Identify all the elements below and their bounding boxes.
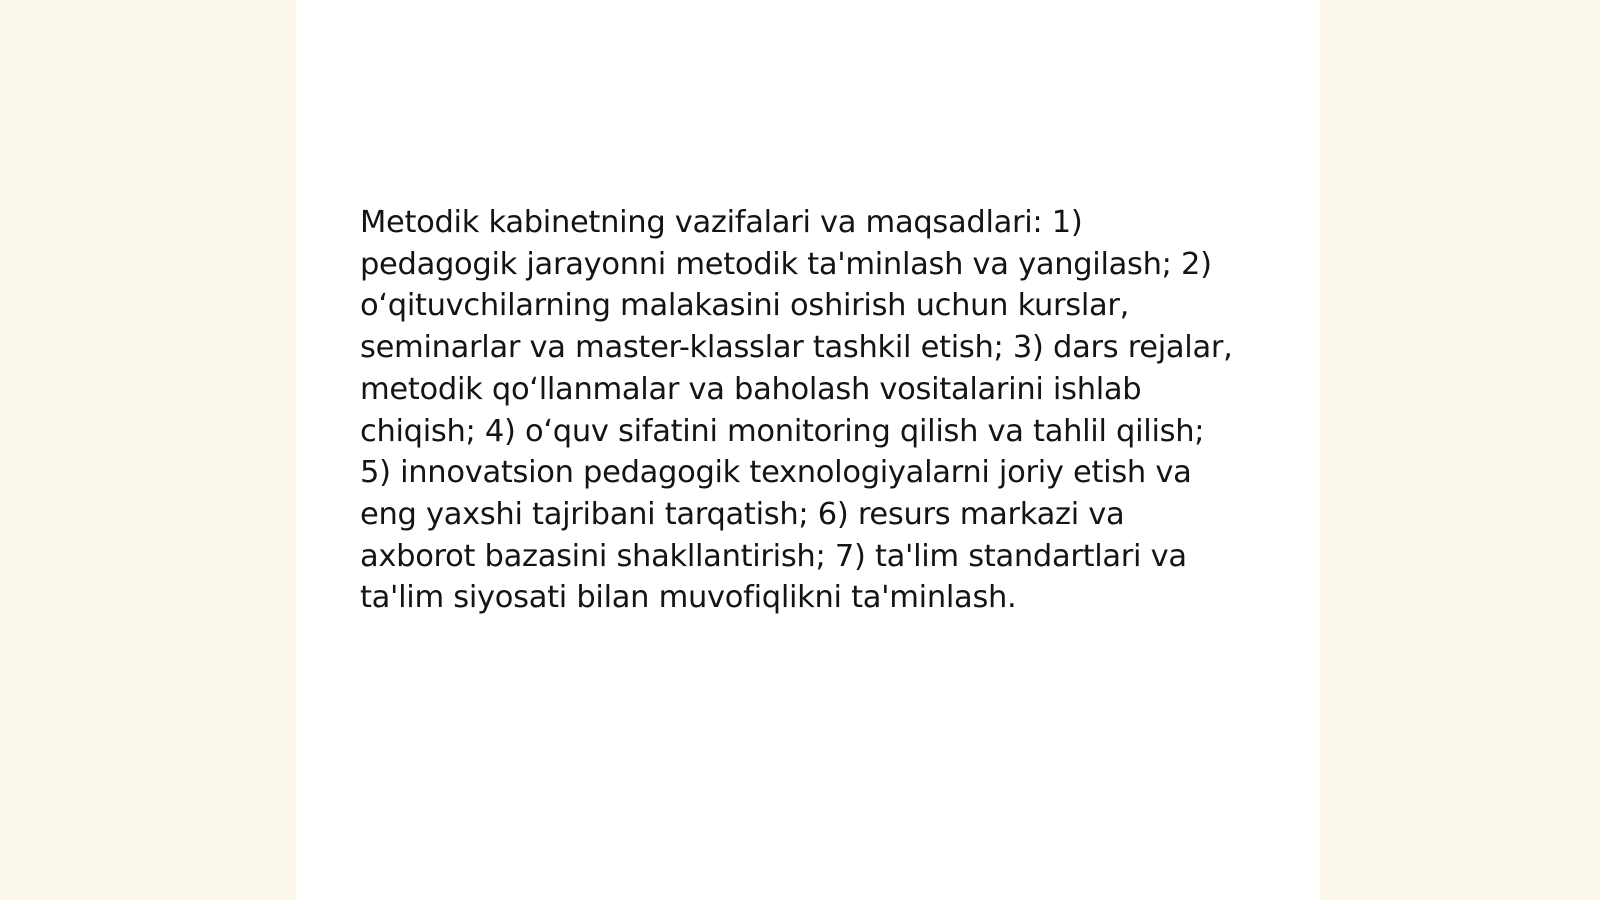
slide-body-text: Metodik kabinetning vazifalari va maqsadlari: 1) pedagogik jarayonni metodik ta'minlash va yangilash; 2) o‘qituvchilarning malakasini oshirish uchun kurslar, seminarlar va master-klasslar tashkil etish; 3) dars rejalar, metodik qo‘llanmalar va baholash vositalarini ishlab chiqish; 4) o‘quv sifatini monitoring qilish va tahlil qilish; 5) innovatsion pedagogik texnologiyalarni joriy etish va eng yaxshi tajribani tarqatish; 6) resurs markazi va axborot bazasini shakllantirish; 7) ta'lim standartlari va ta'lim siyosati bilan muvofiqlikni ta'minlash. [360,205,1233,616]
slide-page [296,0,1320,900]
